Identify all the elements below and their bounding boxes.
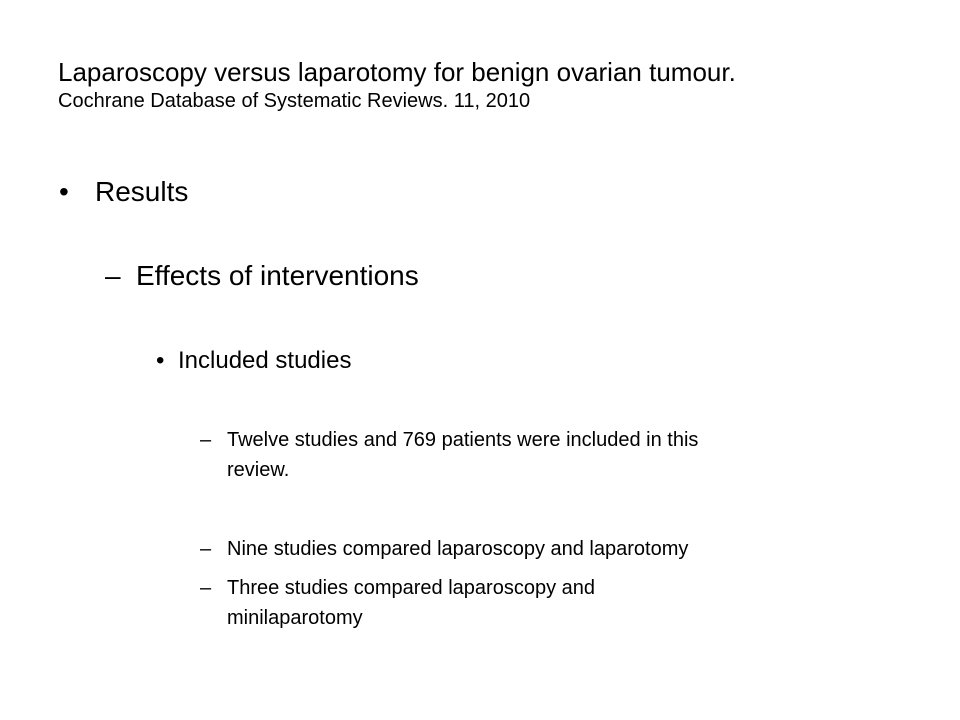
dash-marker: – bbox=[200, 429, 212, 451]
bullet-marker: • bbox=[156, 347, 165, 374]
bullet-text-line: minilaparotomy bbox=[227, 607, 363, 629]
bullet-text-line: Three studies compared laparoscopy and bbox=[227, 577, 595, 599]
bullet-text-line: Twelve studies and 769 patients were included in this bbox=[227, 429, 699, 451]
bullet-text: Results bbox=[95, 176, 189, 207]
bullet-text-line: review. bbox=[227, 459, 290, 481]
dash-marker: – bbox=[200, 538, 212, 560]
bullet-text bbox=[227, 425, 698, 485]
dash-marker: – bbox=[105, 260, 121, 291]
bullet-text bbox=[227, 534, 688, 564]
bullet-text: Effects of interventions bbox=[136, 260, 419, 291]
bullet-text-line: Nine studies compared laparoscopy and laparotomy bbox=[227, 538, 689, 560]
bullet-text bbox=[227, 573, 595, 633]
dash-marker: – bbox=[200, 577, 212, 599]
slide-title-block bbox=[58, 56, 918, 114]
slide-title: Laparoscopy versus laparotomy for benign ovarian tumour. bbox=[58, 57, 736, 87]
bullet-marker: • bbox=[59, 176, 69, 207]
bullet-text: Included studies bbox=[178, 347, 352, 374]
slide-subtitle: Cochrane Database of Systematic Reviews. 11, 2010 bbox=[58, 90, 531, 112]
